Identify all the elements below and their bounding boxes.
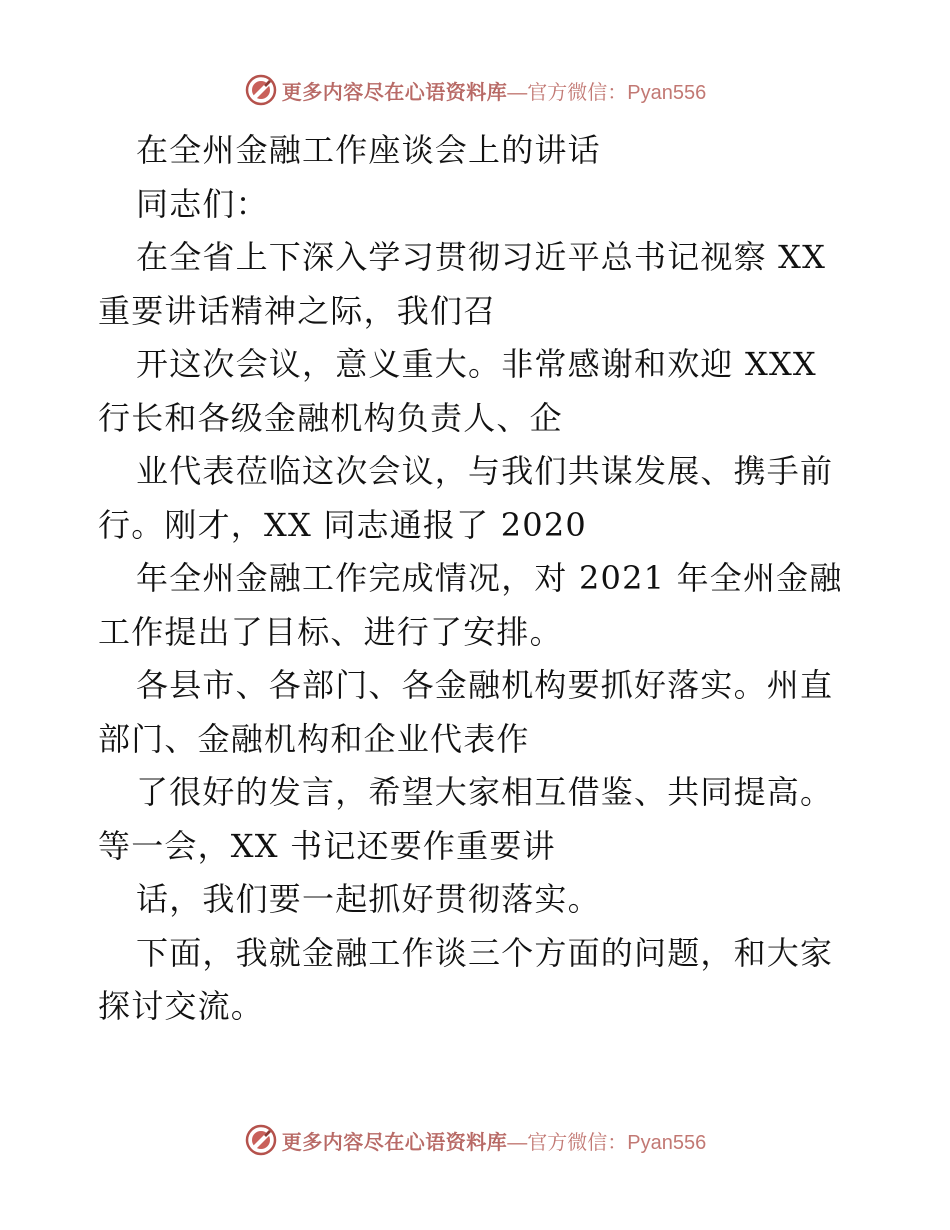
paragraph-line: 了很好的发言，希望大家相互借鉴、共同提高。 — [136, 773, 834, 811]
paragraph-line: 下面，我就金融工作谈三个方面的问题，和大家 — [136, 933, 834, 972]
paragraph-line: 部门、金融机构和企业代表作 — [98, 719, 530, 758]
paragraph-line: 工作提出了目标、进行了安排。 — [98, 612, 563, 651]
paragraph-line: 重要讲话精神之际，我们召 — [98, 291, 497, 330]
document-title: 在全州金融工作座谈会上的讲话 — [136, 131, 601, 169]
paragraph-line: 探讨交流。 — [98, 987, 265, 1025]
watermark-text: 更多内容尽在心语资料库 — [281, 79, 508, 104]
footer-watermark — [0, 1120, 950, 1160]
seal-logo-icon — [244, 1123, 278, 1157]
watermark-suffix: —官方微信：Pyan556 — [507, 81, 707, 104]
paragraph-line: 业代表莅临这次会议，与我们共谋发展、携手前 — [136, 452, 834, 490]
paragraph-line: 行长和各级金融机构负责人、企 — [98, 398, 563, 437]
watermark-text: 更多内容尽在心语资料库 — [281, 1129, 508, 1154]
paragraph-line: 各县市、各部门、各金融机构要抓好落实。州直 — [136, 666, 834, 704]
watermark-suffix: —官方微信：Pyan556 — [507, 1131, 707, 1154]
document-body — [98, 124, 854, 1034]
paragraph-line: 在全省上下深入学习贯彻习近平总书记视察 XX — [136, 238, 827, 276]
paragraph-line: 话，我们要一起抓好贯彻落实。 — [136, 880, 601, 918]
paragraph-line: 行。刚才，XX 同志通报了 2020 — [98, 505, 587, 544]
paragraph-line: 开这次会议，意义重大。非常感谢和欢迎 XXX — [136, 345, 817, 383]
header-watermark — [0, 70, 950, 110]
paragraph-line: 年全州金融工作完成情况，对 2021 年全州金融 — [136, 559, 843, 597]
paragraph-line: 等一会，XX 书记还要作重要讲 — [98, 826, 556, 865]
salutation: 同志们： — [136, 184, 269, 223]
seal-logo-icon — [244, 73, 278, 107]
